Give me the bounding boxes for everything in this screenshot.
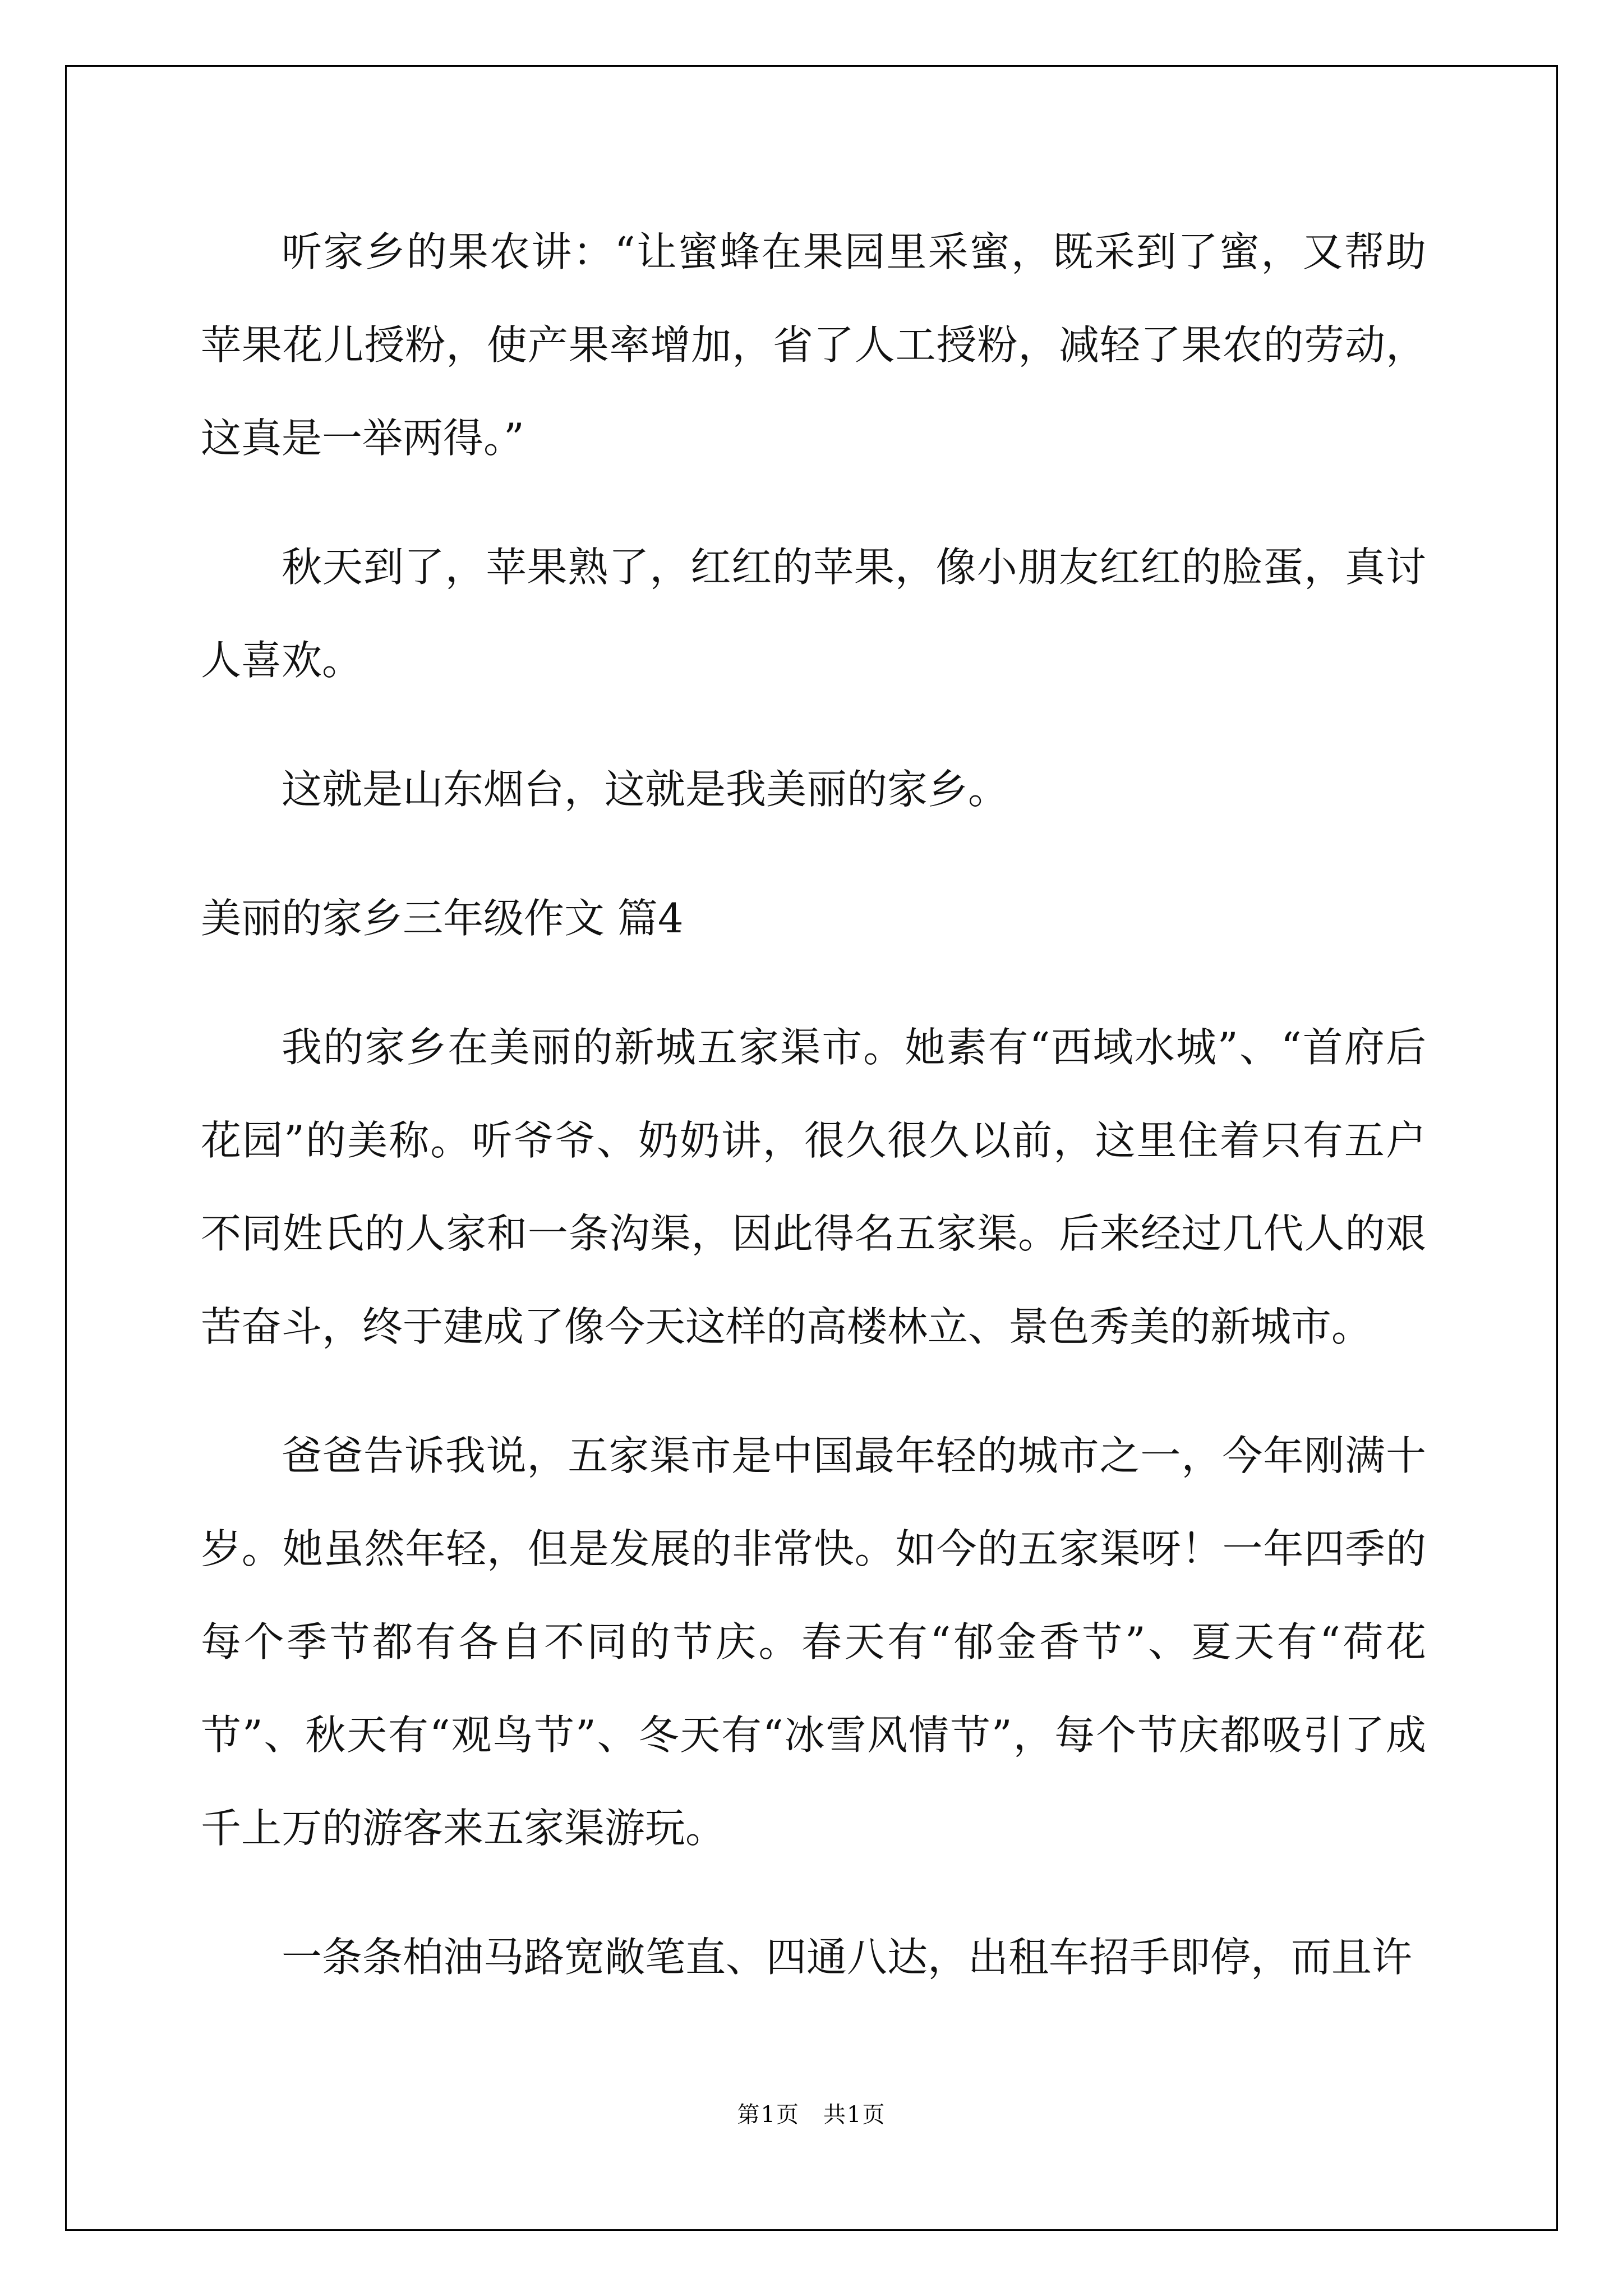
paragraph: 我的家乡在美丽的新城五家渠市。她素有“西域水城”、“首府后花园”的美称。听爷爷、奶奶讲，很久很久以前，这里住着只有五户不同姓氏的人家和一条沟渠，因此得名五家渠。后来经过几代人的艰苦奋斗，终于建成了像今天这样的高楼林立、景色秀美的新城市。 (201, 1024, 1426, 1350)
section-heading: 美丽的家乡三年级作文 篇4 (201, 895, 684, 942)
paragraph: 这就是山东烟台，这就是我美丽的家乡。 (282, 766, 1009, 813)
document-body (201, 205, 1426, 2040)
page-footer: 第1页 共1页 (737, 2102, 886, 2128)
paragraph: 爸爸告诉我说，五家渠市是中国最年轻的城市之一，今年刚满十岁。她虽然年轻，但是发展的非常快。如今的五家渠呀！一年四季的每个季节都有各自不同的节庆。春天有“郁金香节”、夏天有“荷花节”、秋天有“观鸟节”、冬天有“冰雪风情节”，每个节庆都吸引了成千上万的游客来五家渠游玩。 (201, 1432, 1426, 1852)
paragraph: 听家乡的果农讲：“让蜜蜂在果园里采蜜，既采到了蜜，又帮助苹果花儿授粉，使产果率增加，省了人工授粉，减轻了果农的劳动，这真是一举两得。” (201, 228, 1426, 462)
paragraph: 一条条柏油马路宽敞笔直、四通八达，出租车招手即停，而且许 (282, 1934, 1413, 1981)
paragraph: 秋天到了，苹果熟了，红红的苹果，像小朋友红红的脸蛋，真讨人喜欢。 (201, 544, 1426, 684)
